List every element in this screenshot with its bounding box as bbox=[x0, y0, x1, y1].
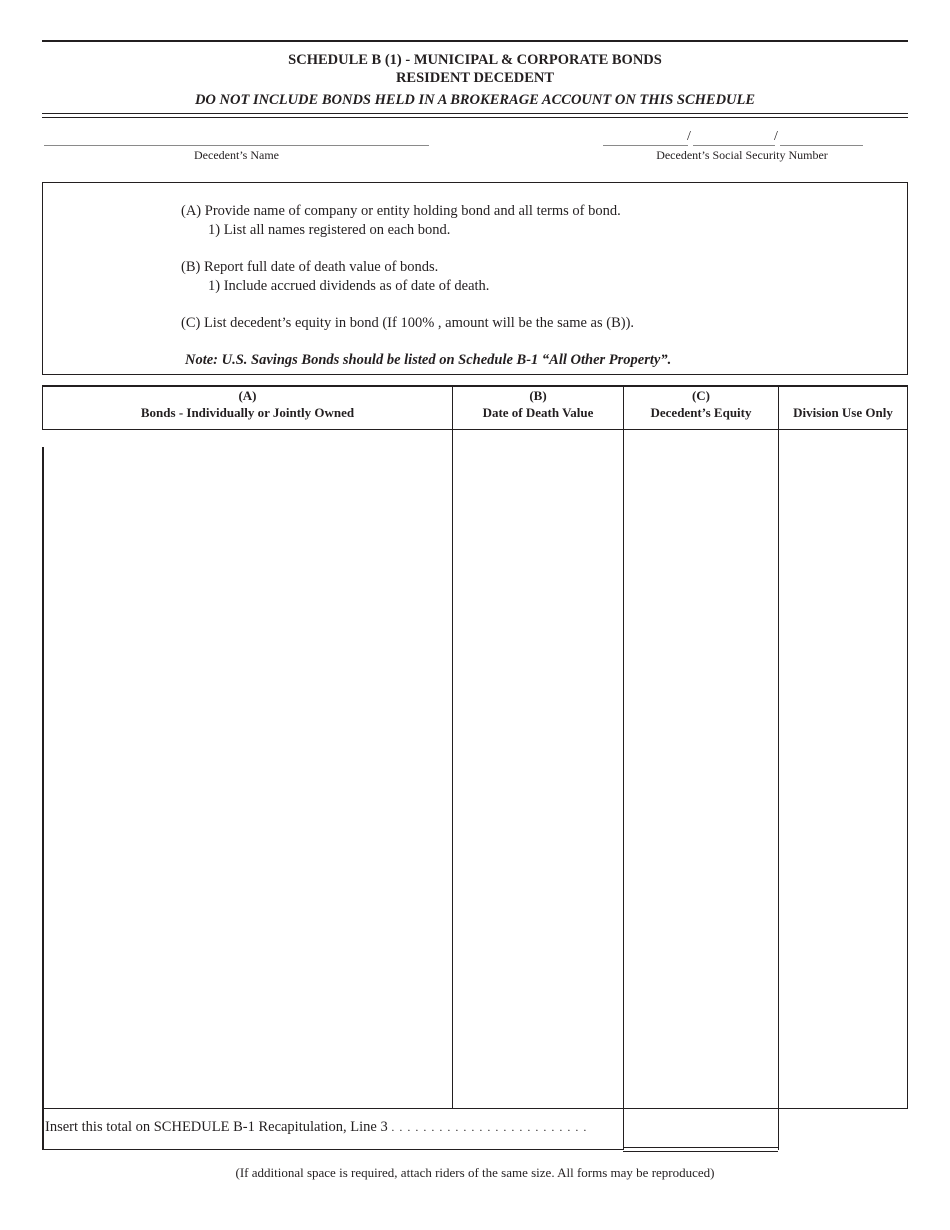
column-b-title: Date of Death Value bbox=[482, 405, 594, 420]
column-d-title: Division Use Only bbox=[793, 405, 893, 420]
instruction-a: (A) Provide name of company or entity holding bond and all terms of bond. bbox=[181, 203, 621, 219]
header-double-rule-top bbox=[42, 113, 908, 114]
division-use-only-area bbox=[780, 431, 906, 1107]
table-body-bottom-border bbox=[42, 1108, 908, 1109]
total-row-bottom-border-left bbox=[42, 1149, 623, 1150]
decedent-name-label: Decedent’s Name bbox=[194, 148, 279, 162]
date-of-death-value-entry-area[interactable] bbox=[454, 431, 622, 1107]
column-c-title: Decedent’s Equity bbox=[650, 405, 752, 420]
form-warning: DO NOT INCLUDE BONDS HELD IN A BROKERAGE ACCOUNT ON THIS SCHEDULE bbox=[194, 92, 756, 108]
total-label-text: Insert this total on SCHEDULE B-1 Recapitulation, Line 3 bbox=[45, 1119, 388, 1135]
bonds-entry-area[interactable] bbox=[44, 431, 451, 1107]
total-row-label bbox=[45, 1119, 587, 1136]
top-rule bbox=[42, 40, 908, 42]
column-b-letter: (B) bbox=[529, 388, 547, 403]
column-divider-ab bbox=[452, 385, 453, 1108]
instruction-c: (C) List decedent’s equity in bond (If 100% , amount will be the same as (B)). bbox=[181, 315, 635, 331]
instruction-b: (B) Report full date of death value of bonds. bbox=[181, 259, 439, 275]
form-subtitle: RESIDENT DECEDENT bbox=[395, 70, 555, 86]
column-divider-cd bbox=[778, 385, 779, 1150]
form-title: SCHEDULE B (1) - MUNICIPAL & CORPORATE BONDS bbox=[288, 52, 662, 68]
ssn-part2-input-line[interactable] bbox=[693, 145, 775, 146]
decedent-equity-entry-area[interactable] bbox=[625, 431, 777, 1107]
column-a-title: Bonds - Individually or Jointly Owned bbox=[140, 405, 355, 420]
column-c-letter: (C) bbox=[691, 388, 711, 403]
total-box-bottom-border-bottom bbox=[623, 1151, 778, 1152]
column-d-header bbox=[779, 404, 907, 421]
ssn-part3-input-line[interactable] bbox=[780, 145, 863, 146]
table-right-border bbox=[907, 385, 908, 1108]
instruction-a1: 1) List all names registered on each bond. bbox=[208, 222, 451, 238]
total-leader-dots: . . . . . . . . . . . . . . . . . . . . . . . . . bbox=[391, 1120, 588, 1134]
ssn-separator-1: / bbox=[687, 129, 691, 144]
column-divider-bc bbox=[623, 385, 624, 1150]
ssn-separator-2: / bbox=[774, 129, 778, 144]
ssn-label: Decedent’s Social Security Number bbox=[656, 148, 828, 162]
column-c-header bbox=[624, 387, 778, 421]
decedent-name-input-line[interactable] bbox=[44, 145, 429, 146]
column-a-letter: (A) bbox=[238, 388, 257, 403]
column-b-header bbox=[453, 387, 623, 421]
footer-note: (If additional space is required, attach riders of the same size. All forms may be reproduced) bbox=[235, 1165, 715, 1180]
instruction-note: Note: U.S. Savings Bonds should be listed on Schedule B-1 “All Other Property”. bbox=[185, 352, 672, 368]
total-box-bottom-border-top bbox=[623, 1147, 778, 1148]
column-a-header bbox=[43, 387, 452, 421]
header-double-rule-bottom bbox=[42, 117, 908, 118]
total-amount-input[interactable] bbox=[625, 1110, 777, 1146]
instruction-b1: 1) Include accrued dividends as of date of death. bbox=[208, 278, 490, 294]
ssn-part1-input-line[interactable] bbox=[603, 145, 688, 146]
